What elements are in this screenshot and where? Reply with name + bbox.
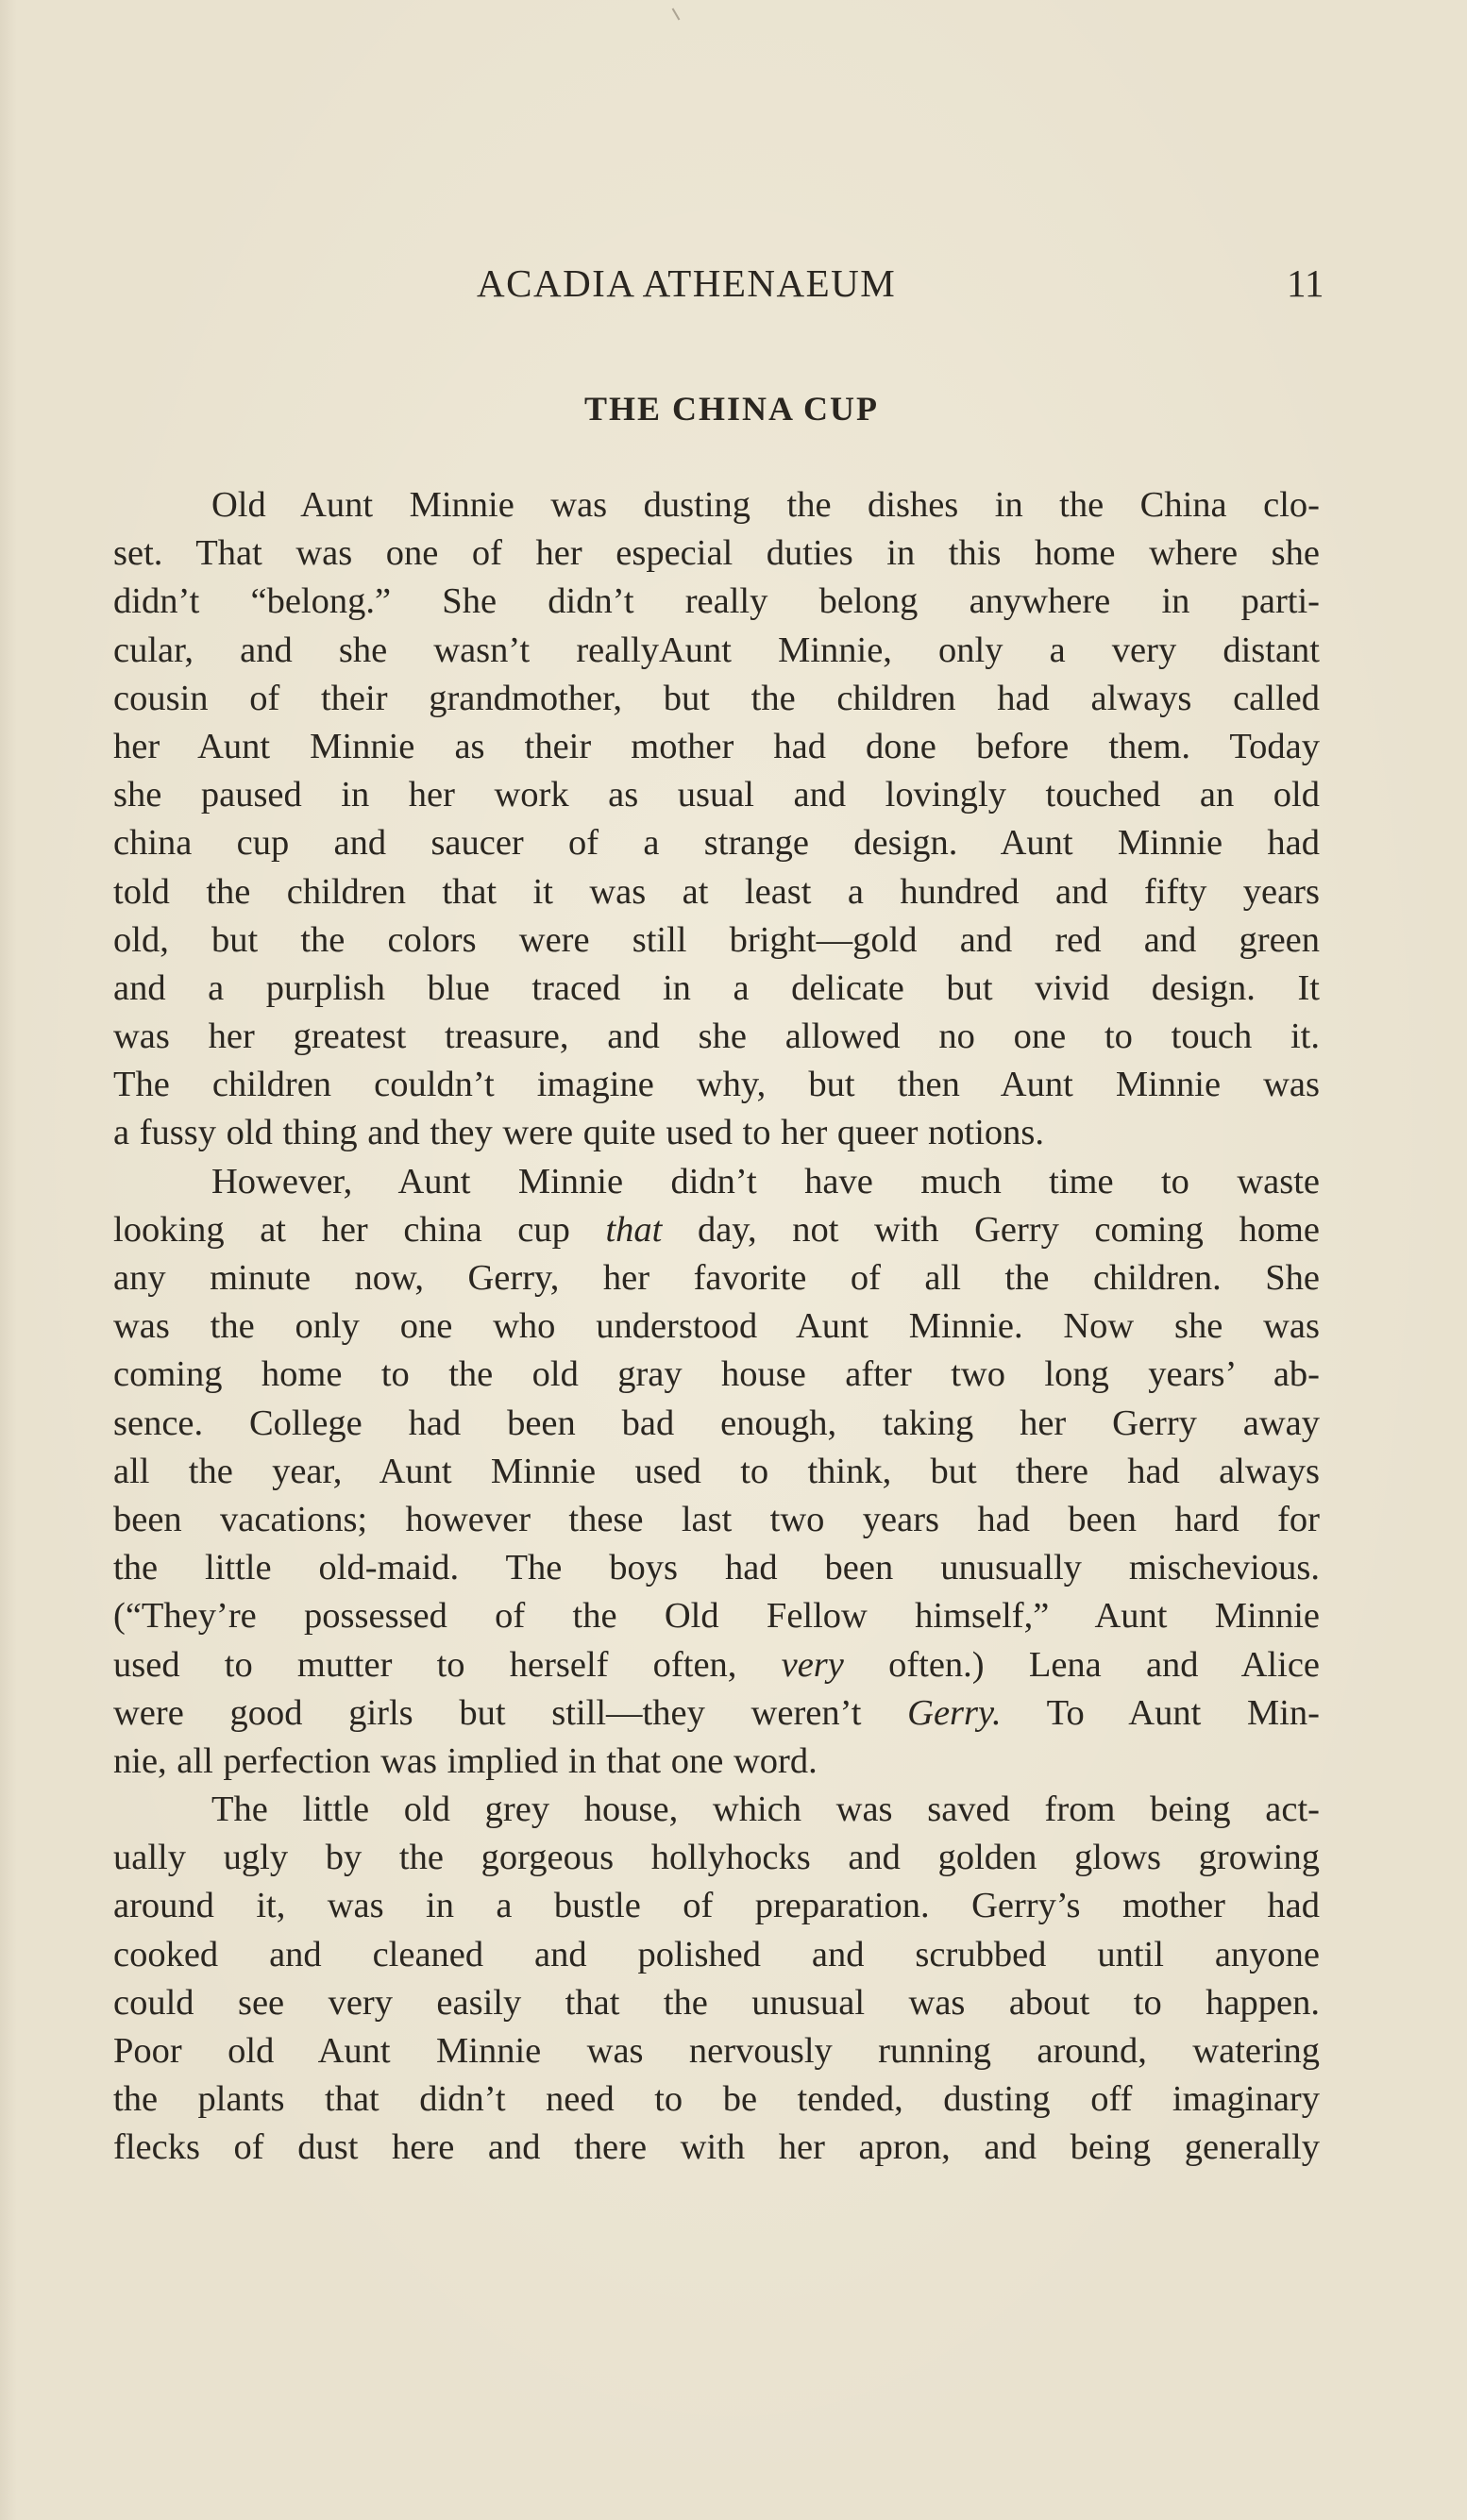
text-line: any minute now, Gerry, her favorite of all the children. She [113,1258,1320,1298]
text-line-with-emphasis [113,1689,1320,1738]
text-line: her Aunt Minnie as their mother had done before them. Today [113,726,1320,766]
text-line: However, Aunt Minnie didn’t have much time to waste [211,1161,1320,1201]
text-line: around it, was in a bustle of preparation. Gerry’s mother had [113,1886,1320,1926]
emphasis-that: that [605,1209,663,1250]
text-segment: often.) Lena and Alice [888,1644,1320,1685]
article-title-text: THE CHINA CUP [583,390,880,428]
text-line-with-emphasis [113,1641,1320,1689]
text-line: the plants that didn’t need to be tended, dusting off imaginary [113,2079,1320,2120]
text-line: was the only one who understood Aunt Minnie. Now she was [113,1306,1320,1347]
text-line: a fussy old thing and they were quite used to her queer notions. [113,1113,1045,1153]
text-line: nie, all perfection was implied in that one word. [113,1740,818,1781]
text-line: was her greatest treasure, and she allowed no one to touch it. [113,1016,1320,1057]
text-line: Old Aunt Minnie was dusting the dishes in the China clo- [211,485,1320,525]
text-line: didn’t “belong.” She didn’t really belong anywhere in parti- [113,581,1320,622]
text-line: been vacations; however these last two years had been hard for [113,1499,1320,1539]
text-line: sence. College had been bad enough, taking her Gerry away [113,1403,1320,1443]
text-line: The little old grey house, which was saved from being act- [211,1789,1320,1830]
text-line: told the children that it was at least a hundred and fifty years [113,871,1320,912]
text-line: The children couldn’t imagine why, but then Aunt Minnie was [113,1065,1320,1105]
emphasis-very: very [781,1644,844,1685]
emphasis-gerry: Gerry. [907,1692,1002,1733]
text-line: and a purplish blue traced in a delicate but vivid design. It [113,967,1320,1008]
text-segment: were good girls but still—they weren’t [113,1692,862,1733]
text-line-with-emphasis [113,1206,1320,1254]
text-segment: day, not with Gerry coming home [697,1209,1321,1250]
text-line: the little old-maid. The boys had been unusually mischevious. [113,1548,1320,1588]
text-line: flecks of dust here and there with her apron, and being generally [113,2127,1320,2168]
text-segment: looking at her china cup [113,1209,570,1250]
text-line: cular, and she wasn’t reallyAunt Minnie, only a very distant [113,630,1320,670]
text-line: she paused in her work as usual and lovingly touched an old [113,775,1320,815]
text-line: (“They’re possessed of the Old Fellow himself,” Aunt Minnie [113,1596,1320,1637]
text-line: all the year, Aunt Minnie used to think, but there had always [113,1451,1320,1491]
text-segment: used to mutter to herself often, [113,1644,737,1685]
text-line: old, but the colors were still bright—gold and red and green [113,919,1320,960]
text-line: coming home to the old gray house after two long years’ ab- [113,1354,1320,1395]
running-title: ACADIA ATHENAEUM [477,261,897,305]
article-title [0,389,1467,428]
text-line: china cup and saucer of a strange design. Aunt Minnie had [113,823,1320,864]
text-segment: To Aunt Min- [1046,1692,1320,1733]
text-line: set. That was one of her especial duties in this home where she [113,533,1320,574]
article-body [113,481,1320,2173]
text-line: Poor old Aunt Minnie was nervously running around, watering [113,2031,1320,2071]
page-number: 11 [1287,261,1324,305]
running-header [104,260,1331,310]
text-line: cousin of their grandmother, but the children had always called [113,678,1320,718]
text-line: could see very easily that the unusual was about to happen. [113,1982,1320,2023]
paper-mark [672,8,681,20]
text-line: cooked and cleaned and polished and scrubbed until anyone [113,1934,1320,1974]
text-line: ually ugly by the gorgeous hollyhocks and golden glows growing [113,1838,1320,1878]
